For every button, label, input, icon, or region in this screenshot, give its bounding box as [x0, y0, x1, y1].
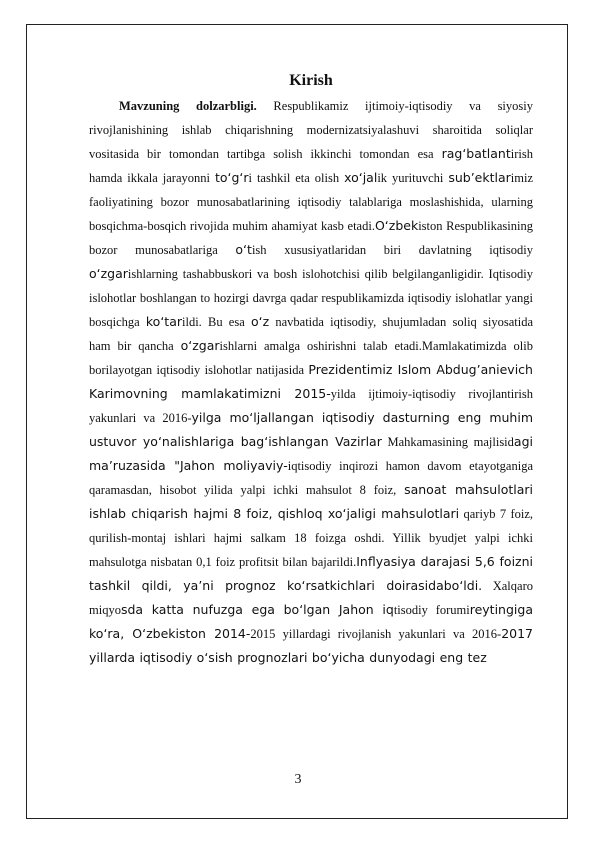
paragraph-run: Prezidentimiz Islom Abdug’anievich Karimovning mamlakatimizni 2015-: [89, 362, 533, 401]
paragraph-run: 2015 yillardagi rivojlanish yakunlari va 2016-: [250, 627, 502, 641]
paragraph-run: sda katta nufuzga ega bo‘lgan Jahon iq: [120, 602, 394, 617]
paragraph-run: navbatida iqtisodiy, shujumladan soliq siyosatida ham bir qancha: [89, 315, 534, 353]
paragraph-run: o‘zgar: [89, 266, 128, 281]
paragraph-run: ish xususiyatlaridan biri davlatning iqtisodiy: [251, 243, 533, 257]
paragraph-run: Respublikamiz ijtimoiy-iqtisodiy va siyosiy rivojlanishining ishlab chiqarishning modernizatsiyalashuvi sharoitida soliqlar vositasida bir tomondan tartibga solish ikkinchi tomondan esa: [89, 99, 533, 161]
paragraph-run: ishlarning tashabbuskori va bosh islohotchisi qilib belgilanganligidir. Iqtisodiy islohotlar boshlangan to hozirgi davrga qadar respublikamizda iqtisodiy islohatlar yangi bosqichga: [89, 267, 533, 329]
paragraph-run: O‘zbek: [374, 218, 419, 233]
paragraph-run: xo‘jal: [344, 170, 378, 185]
paragraph-run: iston Respublikasining bozor munosabatlariga: [89, 219, 533, 257]
paragraph-run: o‘zgar: [180, 338, 220, 353]
paragraph-run: 2017 yillarda iqtisodiy o‘sish prognozlari bo‘yicha dunyodagi eng tez: [89, 626, 533, 665]
paragraph-run: yilda ijtimoiy-iqtisodiy rivojlantirish yakunlari va 2016-: [89, 387, 533, 425]
paragraph-run: reytingiga ko‘ra, O‘zbekiston 2014-: [89, 602, 533, 641]
intro-paragraph: [89, 94, 533, 670]
paragraph-run: Xalqaro miqyo: [89, 579, 533, 617]
paragraph-run: ishlarni amalga oshirishni talab etadi.Mamlakatimizda olib borilayotgan iqtisodiy islohotlar natijasida: [89, 339, 533, 377]
document-content: [89, 72, 533, 670]
paragraph-run: ik yurituvchi: [377, 171, 449, 185]
paragraph-run: i tashkil eta olish: [248, 171, 345, 185]
page-title: Kirish: [289, 72, 333, 89]
paragraph-run: ko‘tar: [145, 314, 183, 329]
paragraph-run: irish hamda ikkala jarayonni: [89, 147, 533, 185]
paragraph-run: o‘t: [235, 242, 252, 257]
paragraph-run: sub’ektlar: [448, 170, 511, 185]
paragraph-run: Inflyasiya darajasi 5,6 foizni tashkil qildi, ya’ni prognoz ko‘rsatkichlari doirasidabo‘ldi.: [89, 554, 533, 593]
paragraph-run: to‘g‘r: [214, 170, 249, 185]
paragraph-run: sanoat mahsulotlari ishlab chiqarish hajmi 8 foiz, qishloq xo‘jaligi mahsulotlari: [89, 482, 533, 521]
paragraph-run: o‘z: [250, 314, 270, 329]
page-number: 3: [294, 772, 302, 787]
paragraph-run: Mahkamasining majlisid: [381, 435, 514, 449]
paragraph-run: rag‘batlant: [441, 146, 511, 161]
paragraph-run: yilga mo‘ljallangan iqtisodiy dasturning eng muhim ustuvor yo‘nalishlariga bag‘ishlangan Vazirlar: [89, 410, 533, 449]
paragraph-run: ildi. Bu esa: [182, 315, 251, 329]
paragraph-run: qariyb 7 foiz, qurilish-montaj ishlari hajmi salkam 18 foizga oshdi. Yillik byudjet yalpi ichki mahsulotga nisbatan 0,1 foiz profitsit bilan bajarildi.: [89, 507, 534, 569]
paragraph-run: tisodiy forumi: [393, 603, 470, 617]
paragraph-lead-in: Mavzuning dolzarbligi.: [119, 99, 257, 113]
paragraph-run: imiz faoliyatining bozor munosabatlarining iqtisodiy talablariga moslashishida, ularning bosqichma-bosqich rivojida muhim ahamiyat kasb etadi.: [89, 171, 534, 233]
paragraph-run: iqtisodiy inqirozi hamon davom etayotganiga qaramasdan, hisobot yilida yalpi ichki mahsulot 8 foiz,: [89, 459, 533, 497]
paragraph-run: agi ma’ruzasida "Jahon moliyaviy-: [89, 434, 533, 473]
